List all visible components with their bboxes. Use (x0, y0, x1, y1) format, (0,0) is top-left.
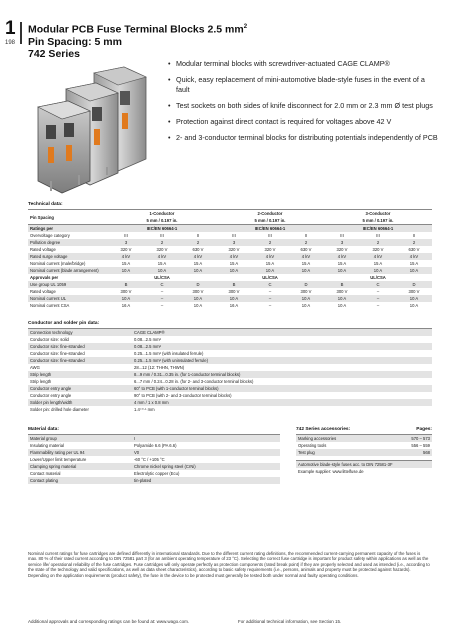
row-value: 0.08...2.5 mm² (134, 344, 161, 349)
technical-data-body (28, 225, 432, 310)
standard-cell: UL/CSA (262, 275, 278, 280)
value-cell: 15 A (157, 261, 167, 266)
accessory-name: Marking accessories (298, 436, 337, 441)
row-value: 0.08...2.5 mm² (134, 337, 161, 342)
row-label: Strip length (30, 379, 52, 384)
accessory-name: Test plug (298, 450, 315, 455)
value-cell: 15 A (121, 261, 131, 266)
value-cell: 3 (232, 240, 236, 245)
group-name: 2-Conductor (257, 211, 283, 216)
table-row (28, 246, 432, 253)
row-label: Ratings per (30, 226, 54, 231)
technical-data-table (28, 209, 432, 309)
row-value: 28...12 (12: THHN, THWN) (134, 365, 185, 370)
table-row (28, 385, 432, 392)
header-divider (20, 22, 22, 44)
value-cell: B (340, 282, 344, 287)
value-cell: – (160, 296, 164, 301)
value-cell: 300 V (336, 289, 348, 294)
value-cell: 4 kV (157, 254, 167, 259)
pin-spacing-title: Pin Spacing: 5 mm (28, 35, 122, 48)
row-value: tin-plated (134, 478, 152, 483)
value-cell: 4 kV (229, 254, 239, 259)
accessory-pages: 568 (423, 450, 430, 455)
value-cell: 10 A (301, 268, 311, 273)
row-label: Conductor size: fine-stranded (30, 344, 85, 349)
row-label: Rated voltage (30, 247, 56, 252)
row-value: I (134, 436, 136, 441)
value-cell: 320 V (120, 247, 132, 252)
value-cell: III (124, 233, 128, 238)
group-name: 3-Conductor (365, 211, 391, 216)
row-label: Clamping spring material (30, 464, 77, 469)
accessories-table (296, 434, 432, 475)
accessories-body (296, 435, 432, 457)
value-cell: 320 V (336, 247, 348, 252)
value-cell: D (196, 282, 200, 287)
value-cell: 10 A (337, 296, 347, 301)
accessory-note: Automotive blade-style fuses acc. to DIN 72581-3F (298, 462, 393, 467)
material-data-table (28, 434, 280, 484)
row-label: Rated surge voltage (30, 254, 68, 259)
row-label: Nominal current (male/bridge) (30, 261, 86, 266)
value-cell: 300 V (192, 289, 204, 294)
value-cell: 15 A (337, 261, 347, 266)
row-value: 6...7 mm / 0.24...0.28 in. (for 2- and 3-conductor terminal blocks) (134, 379, 254, 384)
table-row (28, 288, 432, 295)
value-cell: 10 A (193, 268, 203, 273)
product-image (32, 63, 154, 195)
table-row (28, 477, 280, 484)
value-cell: 16 A (121, 303, 131, 308)
standard-cell: IEC/EN 60664-1 (146, 226, 178, 231)
value-cell: 15 A (373, 261, 383, 266)
feature-item: • Quick, easy replacement of mini-automotive blade-style fuses in the event of a fault (168, 75, 440, 94)
value-cell: – (160, 289, 164, 294)
standard-cell: UL/CSA (370, 275, 386, 280)
feature-item: • Protection against direct contact is required for voltages above 42 V (168, 117, 440, 127)
row-value: 0.25...1.5 mm² (with insulated ferrule) (134, 351, 204, 356)
row-label: Conductor size: fine-stranded (30, 358, 85, 363)
value-cell: – (268, 303, 272, 308)
table-row (28, 456, 280, 463)
value-cell: – (160, 303, 164, 308)
title-superscript: 2 (243, 24, 248, 30)
accessory-note: Example supplier: www.littelfuse.de (298, 469, 364, 474)
table-row (28, 239, 432, 246)
value-cell: 2 (412, 240, 416, 245)
table-row (28, 267, 432, 274)
series-title: 742 Series (28, 47, 80, 60)
standard-cell: UL/CSA (154, 275, 170, 280)
feature-item: • Modular terminal blocks with screwdriver-actuated CAGE CLAMP® (168, 59, 440, 69)
value-cell: 10 A (193, 303, 203, 308)
table-row (28, 463, 280, 470)
row-value: 4 mm / 1 x 0.8 mm (134, 400, 169, 405)
value-cell: 10 A (229, 296, 239, 301)
row-label: Contact plating (30, 478, 58, 483)
value-cell: 300 V (408, 289, 420, 294)
value-cell: 10 A (409, 296, 419, 301)
feature-item: • Test sockets on both sides of knife disconnect for 2.0 mm or 2.3 mm Ø test plugs (168, 101, 440, 111)
row-value: V0 (134, 450, 140, 455)
value-cell: C (376, 282, 380, 287)
value-cell: – (376, 303, 380, 308)
footer-right: For additional technical information, see Section 15. (238, 619, 342, 624)
value-cell: 15 A (193, 261, 203, 266)
row-value: 90° to PCB (with 2- and 3-conductor terminal blocks) (134, 393, 232, 398)
accessory-pages: 570 – 573 (411, 436, 430, 441)
value-cell: 300 V (300, 289, 312, 294)
row-label: Solder pin: drilled hole diameter (30, 407, 89, 412)
feature-list (168, 59, 440, 149)
standard-cell: IEC/EN 60664-1 (254, 226, 286, 231)
row-label: Pollution degree (30, 240, 61, 245)
value-cell: D (412, 282, 416, 287)
row-label: Insulating material (30, 443, 64, 448)
title-text: Modular PCB Fuse Terminal Blocks 2.5 mm (28, 23, 244, 36)
value-cell: 4 kV (337, 254, 347, 259)
value-cell: 4 kV (373, 254, 383, 259)
row-value: 1.4⁺⁰·¹ mm (134, 407, 155, 412)
table-row (28, 364, 432, 371)
value-cell: II (412, 233, 416, 238)
value-cell: III (268, 233, 272, 238)
table-row (28, 470, 280, 477)
value-cell: 2 (160, 240, 164, 245)
row-label: Nominal current CSA (30, 303, 70, 308)
value-cell: 10 A (265, 268, 275, 273)
value-cell: III (376, 233, 380, 238)
table-row (28, 399, 432, 406)
page-number-block (5, 20, 21, 46)
row-label: Solder pin length/width (30, 400, 73, 405)
table-row (28, 350, 432, 357)
row-value: Electrolytic copper (Ecu) (134, 471, 180, 476)
value-cell: 10 A (373, 268, 383, 273)
row-label: Strip length (30, 372, 52, 377)
page-sub-number: 198 (5, 40, 16, 46)
value-cell: 4 kV (301, 254, 311, 259)
row-value: 8...9 mm / 0.31...0.35 in. (for 1-conductor terminal blocks) (134, 372, 241, 377)
table-row (28, 281, 432, 288)
table-row (28, 392, 432, 399)
row-label: Rated voltage (30, 289, 56, 294)
table-row (28, 232, 432, 239)
value-cell: – (376, 296, 380, 301)
material-data-heading: Material data: (28, 427, 59, 432)
table-row (296, 468, 432, 475)
row-label: Flammability rating per UL 94 (30, 450, 85, 455)
value-cell: 2 (376, 240, 380, 245)
value-cell: C (160, 282, 164, 287)
row-label: Contact material (30, 471, 61, 476)
value-cell: B (124, 282, 128, 287)
page-title (28, 21, 247, 36)
notes-paragraph: Nominal current ratings for fuse cartridges are defined differently in international standards. Due to the different current rating definitions, the recommended current-carrying permanent capacity of the fuses is max. 80 % of their rated current according to DIN 72581 part 3 (for an ambient operating temperature of 23 °C). Selecting the correct fuse cartridge is important for product safety within applications as well as the service life/ operational reliability of the fuse cartridges. Fuse cartridges will only operate perfectly as protection components (rated break point) if they are properly selected and used as intended (i.e., according to the state of the technology and valid specifications, as well as data sheet characteristics), according to basic safety requirements (i.e., persons, animals and property must be protected against hazards). Depending on the application requirements (product safety), the fuse in the device to be protected must generally be tested both under normal and faulty operating conditions. (28, 551, 430, 578)
pin-spacing-label: Pin Spacing (30, 214, 54, 220)
row-value: Chrome nickel spring steel (CrNi) (134, 464, 196, 469)
value-cell: – (268, 296, 272, 301)
row-value: Polyamide 6.6 (PA 6.6) (134, 443, 177, 448)
value-cell: 320 V (228, 247, 240, 252)
value-cell: 10 A (301, 303, 311, 308)
technical-data-heading: Technical data: (28, 202, 63, 207)
value-cell: 15 A (229, 261, 239, 266)
value-cell: 630 V (408, 247, 420, 252)
row-value: 0.25...1.5 mm² (with uninsulated ferrule) (134, 358, 209, 363)
row-label: Approvals per (30, 275, 59, 280)
value-cell: 10 A (193, 296, 203, 301)
table-row (28, 329, 432, 337)
value-cell: 320 V (372, 247, 384, 252)
value-cell: 4 kV (409, 254, 419, 259)
table-row (28, 225, 432, 233)
value-cell: 2 (268, 240, 272, 245)
value-cell: III (340, 233, 344, 238)
table-header-row (28, 210, 432, 218)
table-row (28, 295, 432, 302)
row-label: Conductor size: solid (30, 337, 69, 342)
row-label: Conductor entry angle (30, 386, 72, 391)
value-cell: 10 A (301, 296, 311, 301)
accessory-pages: 556 – 559 (411, 443, 430, 448)
row-value: -60 °C / +105 °C (134, 457, 165, 462)
group-spacing: 5 mm / 0.197 in. (146, 218, 178, 223)
table-row (28, 442, 280, 449)
accessories-heading: 742 Series accessories: (296, 427, 351, 432)
value-cell: 10 A (337, 268, 347, 273)
page-title-block (28, 21, 247, 60)
value-cell: D (304, 282, 308, 287)
feature-item: • 2- and 3-conductor terminal blocks for distributing potentials independently of PCB (168, 133, 440, 143)
conductor-data-body (28, 329, 432, 414)
row-label: Nominal current UL (30, 296, 67, 301)
value-cell: II (196, 233, 200, 238)
value-cell: – (268, 289, 272, 294)
value-cell: 2 (304, 240, 308, 245)
group-spacing: 5 mm / 0.197 in. (254, 218, 286, 223)
standard-cell: IEC/EN 60664-1 (362, 226, 394, 231)
table-row (28, 435, 280, 443)
conductor-data-heading: Conductor and solder pin data: (28, 321, 100, 326)
table-row (28, 449, 280, 456)
row-label: Conductor entry angle (30, 393, 72, 398)
value-cell: II (304, 233, 308, 238)
table-row (28, 378, 432, 385)
value-cell: 10 A (121, 296, 131, 301)
row-label: Conductor size: fine-stranded (30, 351, 85, 356)
table-row (28, 260, 432, 267)
conductor-data-table (28, 328, 432, 413)
value-cell: 3 (340, 240, 344, 245)
value-cell: 15 A (301, 261, 311, 266)
row-label: Overvoltage category (30, 233, 70, 238)
value-cell: 4 kV (121, 254, 131, 259)
value-cell: 3 (124, 240, 128, 245)
value-cell: 300 V (228, 289, 240, 294)
group-spacing: 5 mm / 0.197 in. (362, 218, 394, 223)
row-label: Connection technology (30, 330, 73, 335)
row-label: Nominal current (blade arrangement) (30, 268, 99, 273)
value-cell: 630 V (300, 247, 312, 252)
table-row (296, 449, 432, 456)
value-cell: III (160, 233, 164, 238)
page-number: 1 (5, 18, 16, 39)
value-cell: 2 (196, 240, 200, 245)
value-cell: 10 A (229, 268, 239, 273)
row-value: 60° to PCB (with 1-conductor terminal blocks) (134, 386, 219, 391)
table-row (28, 357, 432, 364)
value-cell: 630 V (192, 247, 204, 252)
value-cell: 10 A (409, 303, 419, 308)
table-row (28, 371, 432, 378)
table-row (296, 435, 432, 443)
value-cell: 10 A (121, 268, 131, 273)
value-cell: 10 A (409, 268, 419, 273)
value-cell: 10 A (337, 303, 347, 308)
table-row (296, 461, 432, 469)
table-row (28, 406, 432, 413)
table-row (296, 442, 432, 449)
table-row (28, 343, 432, 350)
material-data-body (28, 435, 280, 485)
row-label: AWG (30, 365, 40, 370)
value-cell: C (268, 282, 272, 287)
row-label: Material group (30, 436, 57, 441)
accessory-name: Operating tools (298, 443, 327, 448)
value-cell: – (376, 289, 380, 294)
value-cell: 320 V (264, 247, 276, 252)
group-name: 1-Conductor (149, 211, 175, 216)
row-label: Use group UL 1059 (30, 282, 67, 287)
footer-left: Additional approvals and corresponding ratings can be found at: www.wago.com. (28, 619, 190, 624)
table-row (28, 274, 432, 281)
table-row (28, 253, 432, 260)
value-cell: 10 A (157, 268, 167, 273)
table-row (28, 302, 432, 309)
value-cell: 4 kV (193, 254, 203, 259)
value-cell: B (232, 282, 236, 287)
value-cell: 300 V (120, 289, 132, 294)
value-cell: III (232, 233, 236, 238)
value-cell: 4 kV (265, 254, 275, 259)
row-value: CAGE CLAMP® (134, 330, 165, 335)
value-cell: 16 A (229, 303, 239, 308)
value-cell: 15 A (265, 261, 275, 266)
table-row (28, 336, 432, 343)
value-cell: 15 A (409, 261, 419, 266)
row-label: Lower/Upper limit temperature (30, 457, 87, 462)
value-cell: 320 V (156, 247, 168, 252)
pages-label: Pages: (416, 427, 432, 432)
